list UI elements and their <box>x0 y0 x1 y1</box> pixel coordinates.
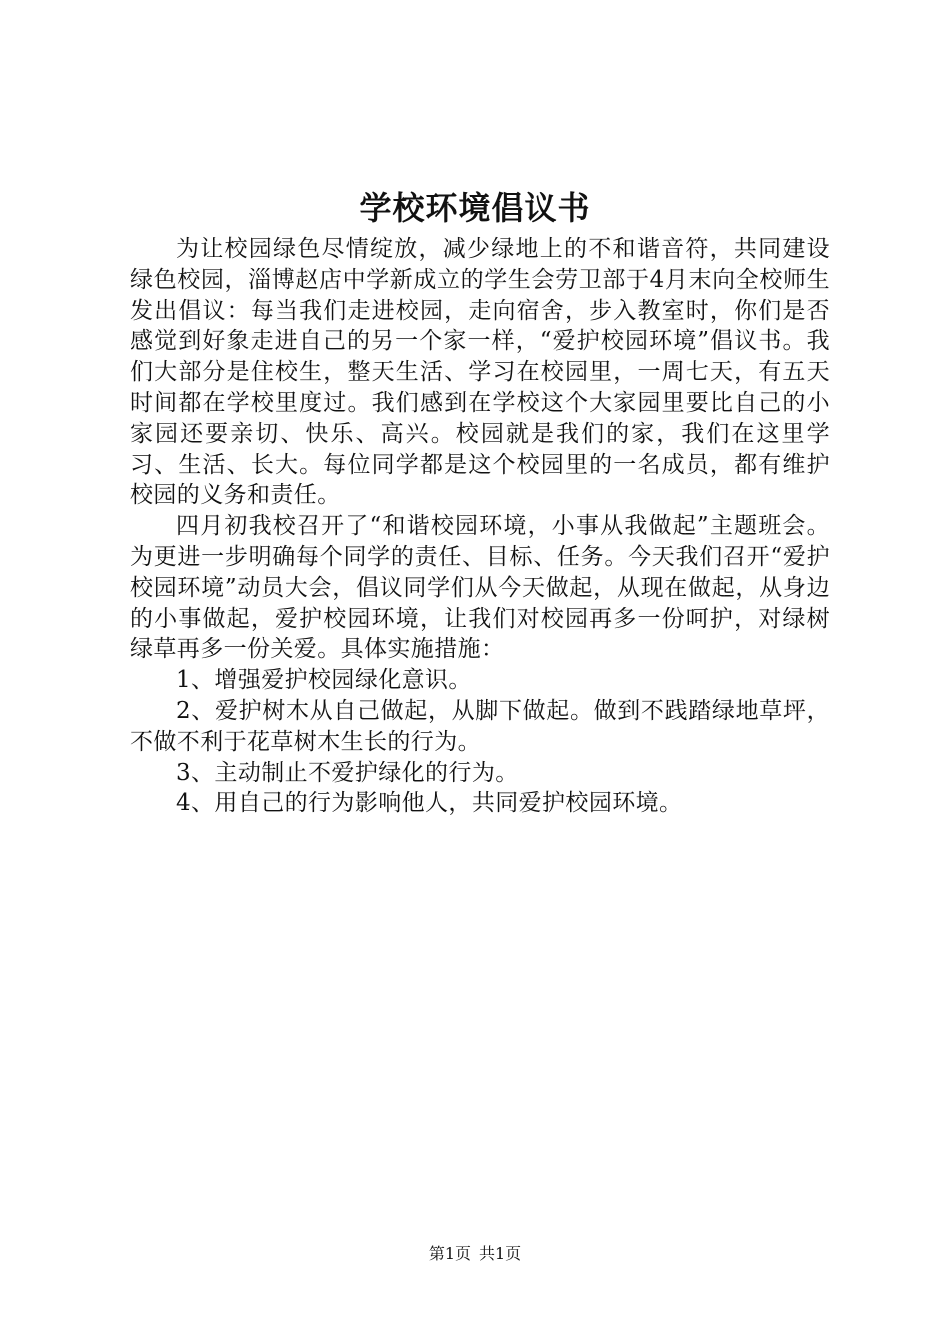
measure-item-1: 1、增强爱护校园绿化意识。 <box>176 667 472 694</box>
measure-item-2: 2、爱护树木从自己做起，从脚下做起。做到不践踏绿地草坪，不做不利于花草树木生长的行为。 <box>130 697 830 755</box>
measure-item-3: 3、主动制止不爱护绿化的行为。 <box>176 759 519 786</box>
page-total: 共1页 <box>479 1244 522 1263</box>
measure-item-4: 4、用自己的行为影响他人，共同爱护校园环境。 <box>176 790 683 817</box>
page-number: 第1页 <box>428 1244 471 1263</box>
document-body <box>130 234 830 819</box>
page-footer <box>0 1244 950 1264</box>
paragraph-intro: 为让校园绿色尽情绽放，减少绿地上的不和谐音符，共同建设绿色校园，淄博赵店中学新成立的学生会劳卫部于4月末向全校师生发出倡议：每当我们走进校园，走向宿舍，步入教室时，你们是否感觉到好象走进自己的另一个家一样，“爱护校园环境”倡议书。我们大部分是住校生，整天生活、学习在校园里，一周七天，有五天时间都在学校里度过。我们感到在学校这个大家园里要比自己的小家园还要亲切、快乐、高兴。校园就是我们的家，我们在这里学习、生活、长大。每位同学都是这个校园里的一名成员，都有维护校园的义务和责任。 <box>130 236 830 509</box>
paragraph-meeting: 四月初我校召开了“和谐校园环境，小事从我做起”主题班会。为更进一步明确每个同学的责任、目标、任务。今天我们召开“爱护校园环境”动员大会，倡议同学们从今天做起，从现在做起，从身边的小事做起，爱护校园环境，让我们对校园再多一份呵护，对绿树绿草再多一份关爱。具体实施措施： <box>130 513 830 663</box>
document-title: 学校环境倡议书 <box>359 189 591 227</box>
